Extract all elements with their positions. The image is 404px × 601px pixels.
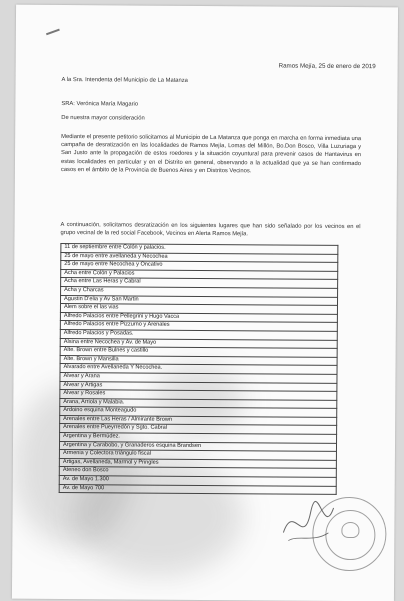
place-cell: Artigas, Avellaneda, Marmol y Pringles xyxy=(59,458,336,469)
staple-mark xyxy=(46,29,60,36)
place-cell: 11 de septiembre entre Colón y palacios. xyxy=(61,243,338,254)
place-cell: Alvear y Artigas xyxy=(60,381,337,392)
place-cell: 25 de mayo entre Necochea y Oncativo xyxy=(61,261,338,272)
letter-paragraph-1: Mediante el presente petitorio solicitamos al Municipio de La Matanza que ponga en marcha en forma inmediata una campaña de desratización en las localidades de Ramos Mejía, Lomas del Millón, Bo.Don Bosco, Villa Luzuriaga y San Justo ante la propagación de estos roedores y la situación coyuntural para prevenir casos de Hantavirus en estas localidades en particular y en el Distrito en general, observando a la actualidad que ya se han confirmado casos en el ámbito de la Provincia de Buenos Aires y en Distritos Vecinos. xyxy=(60,133,362,175)
place-cell: Argentina y Carabobo, y Granaderos esquina Brandsen xyxy=(59,441,336,452)
letter-paragraph-2: A continuación, solicitamos desratización en los siguientes lugares que han sido señalado por los vecinos en el grupo vecinal de la red social Facebook, Vecinos en Alerta Ramos Mejía. xyxy=(60,221,361,238)
place-cell: Arenales entre Pueyrredón y Sgto. Cabral xyxy=(60,424,337,435)
place-cell: Armenia y Colectora triángulo fiscal xyxy=(59,450,336,461)
place-cell: Arenales entre Las Heras / Almirante Brown xyxy=(60,415,337,426)
place-cell: Alfredo Palacios y Posadas. xyxy=(60,329,337,340)
place-cell: Av. de Mayo 700 xyxy=(59,484,336,495)
place-cell: Alvear y Rosales xyxy=(60,390,337,401)
place-cell: Acha entre Colón y Palacios xyxy=(61,269,338,280)
places-table xyxy=(59,243,339,495)
letter-addressee: A la Sra. Intendenta del Municipio de La Matanza xyxy=(61,76,188,84)
place-cell: Ardoino esquina Monteagudo xyxy=(60,407,337,418)
handwritten-signature xyxy=(278,493,338,553)
place-cell: Alfredo Palacios entre Pellegrini y Hugo Vacca xyxy=(60,312,337,323)
place-cell: Alte. Brown y Mansilla xyxy=(60,355,337,366)
place-cell: Arana, Arriola y Malabia. xyxy=(60,398,337,409)
place-cell: Alvear y Arana xyxy=(60,372,337,383)
place-cell: Alem sobre el las vias xyxy=(60,304,337,315)
seal-emblem xyxy=(341,522,359,538)
place-cell: Av. de Mayo 1.300 xyxy=(59,476,336,487)
letter-date: Ramos Mejía, 25 de enero de 2019 xyxy=(278,62,376,71)
place-cell: Alsina entre Necochea y Av. de Mayo xyxy=(60,338,337,349)
place-cell: Alte. Brown entre Bulnes y castillo xyxy=(60,347,337,358)
place-cell: 25 de mayo entre avellaneda y Necochea xyxy=(61,252,338,263)
place-cell: Agustin D'elia y Av San Martin xyxy=(60,295,337,306)
place-cell: Alvarado entre Avellaneda Y Necochea. xyxy=(60,364,337,375)
place-cell: Alfredo Palacios entre Pizzurno y Arenales xyxy=(60,321,337,332)
place-cell: Ateneo don Bosco xyxy=(59,467,336,478)
place-cell: Acha y Charcas xyxy=(61,286,338,297)
letter-recipient-name: SRA: Verónica María Magario xyxy=(61,100,139,108)
place-cell: Argentina y Bermúdez. xyxy=(60,433,337,444)
place-cell: Acha entre Las Heras y Cabral xyxy=(61,278,338,289)
letter-greeting: De nuestra mayor consideración xyxy=(61,114,145,122)
document-page xyxy=(12,5,398,601)
